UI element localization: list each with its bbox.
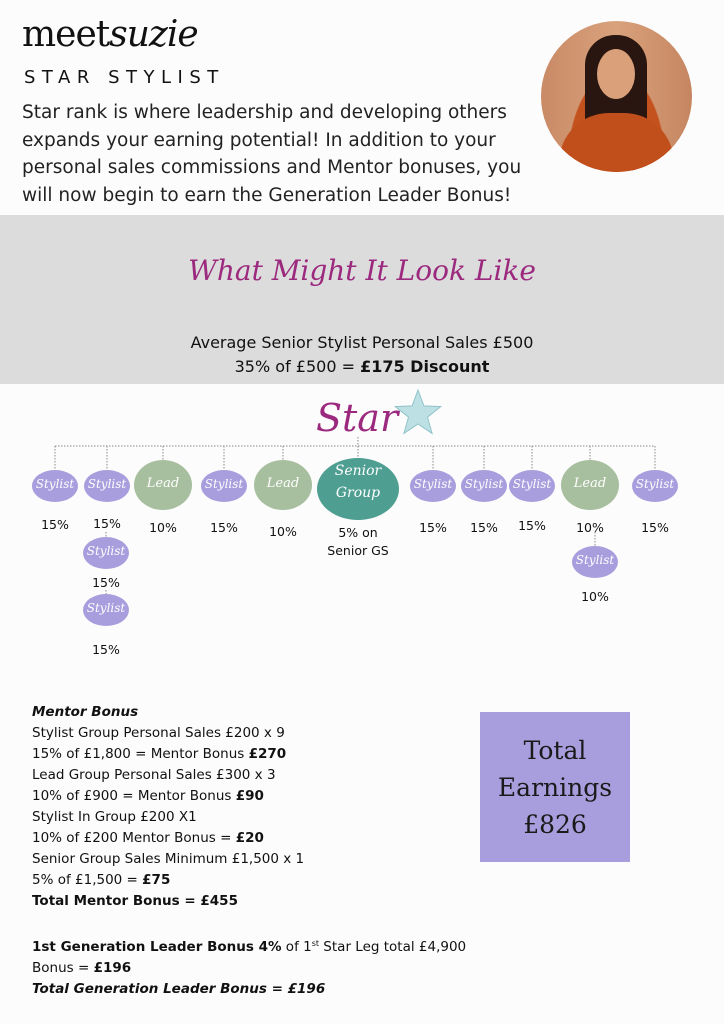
discount-value: £175 Discount	[360, 357, 490, 376]
tree-node-label: Lead	[573, 476, 607, 491]
tree-node-percent: Senior GS	[327, 543, 389, 558]
band-title: What Might It Look Like	[188, 254, 536, 287]
mentor-line	[32, 786, 304, 807]
tree-node-percent: 15%	[518, 518, 546, 533]
tree-node-label: Stylist	[87, 477, 127, 491]
tree-node-label: Stylist	[204, 477, 244, 491]
tree-node-percent: 10%	[581, 589, 609, 604]
mentor-amount: £75	[142, 872, 171, 888]
mentor-line: Senior Group Sales Minimum £1,500 x 1	[32, 851, 305, 867]
tree-node-percent: 15%	[93, 516, 121, 531]
total-line: Total	[523, 735, 587, 765]
star-icon	[395, 390, 441, 433]
generation-text: of 1	[281, 939, 312, 955]
total-line: Earnings	[497, 772, 613, 802]
generation-sup: st	[311, 939, 320, 948]
mentor-text: 10% of £200 Mentor Bonus =	[32, 830, 236, 846]
avatar	[541, 21, 692, 172]
generation-label: 1st Generation Leader Bonus 4%	[32, 939, 282, 955]
intro-line: Star rank is where leadership and developing others	[22, 102, 507, 123]
tree-node-label: Lead	[146, 476, 180, 491]
band-line-discount	[0, 357, 724, 376]
mentor-line: Stylist In Group £200 X1	[32, 809, 197, 825]
mentor-amount: £20	[235, 830, 264, 846]
band-line-sales: Average Senior Stylist Personal Sales £500	[190, 333, 534, 352]
tree-node-label: Stylist	[35, 477, 75, 491]
tree-node-percent: 15%	[41, 517, 69, 532]
page-subtitle: STAR STYLIST	[24, 67, 225, 88]
generation-line	[32, 933, 466, 958]
brand-suzie: suzie	[109, 14, 198, 55]
tree-node-label: Lead	[266, 476, 300, 491]
tree-node-percent: 10%	[576, 520, 604, 535]
mentor-total: Total Mentor Bonus = £455	[32, 893, 238, 909]
mentor-amount: £270	[248, 746, 287, 762]
star-title: Star	[316, 396, 399, 440]
generation-bonus-section	[32, 933, 466, 1000]
tree-node-percent: 5% on	[338, 525, 378, 540]
mentor-line: Stylist Group Personal Sales £200 x 9	[32, 725, 285, 741]
avatar-body	[559, 113, 674, 172]
tree-node-percent: 15%	[210, 520, 238, 535]
tree-node-label: Stylist	[575, 553, 615, 567]
intro-line: personal sales commissions and Mentor bonuses, you	[22, 157, 522, 178]
tree-node-label: Stylist	[86, 544, 126, 558]
mentor-amount: £90	[235, 788, 264, 804]
intro-line: will now begin to earn the Generation Leader Bonus!	[22, 184, 512, 206]
mentor-bonus-section	[32, 702, 304, 912]
tree-node-label: Stylist	[464, 477, 504, 491]
tree-node-percent: 10%	[269, 524, 297, 539]
brand-logo	[22, 14, 198, 55]
mentor-line	[32, 870, 304, 891]
tree-node-label: Stylist	[635, 477, 675, 491]
tree-node-label: Senior	[334, 463, 382, 479]
generation-text: Bonus =	[32, 960, 94, 976]
tree-node-percent: 15%	[641, 520, 669, 535]
mentor-heading: Mentor Bonus	[32, 704, 139, 720]
tree-node-label: Stylist	[86, 601, 126, 615]
generation-line	[32, 958, 466, 979]
tree-node-percent: 15%	[419, 520, 447, 535]
tree-node-label: Group	[335, 485, 381, 501]
intro-paragraph	[22, 99, 542, 209]
tree-node-percent: 15%	[92, 642, 120, 657]
brand-meet: meet	[22, 14, 110, 55]
tree-node-percent: 10%	[149, 520, 177, 535]
generation-total: Total Generation Leader Bonus = £196	[32, 981, 326, 997]
avatar-face	[597, 49, 635, 99]
tree-node-percent: 15%	[470, 520, 498, 535]
generation-amount: £196	[93, 960, 132, 976]
tree-node-label: Stylist	[413, 477, 453, 491]
tree-node-label: Stylist	[512, 477, 552, 491]
mentor-text: 5% of £1,500 =	[32, 872, 143, 888]
intro-line: expands your earning potential! In addition to your	[22, 129, 496, 151]
mentor-text: 10% of £900 = Mentor Bonus	[32, 788, 236, 804]
total-amount: £826	[523, 809, 587, 839]
mentor-line	[32, 744, 304, 765]
mentor-line	[32, 828, 304, 849]
mentor-line: Lead Group Personal Sales £300 x 3	[32, 767, 276, 783]
tree-node-percent: 15%	[92, 575, 120, 590]
mentor-text: 15% of £1,800 = Mentor Bonus	[32, 746, 249, 762]
discount-prefix: 35% of £500 =	[234, 357, 361, 376]
total-earnings-box	[480, 712, 630, 862]
generation-text: Star Leg total £4,900	[319, 939, 467, 955]
